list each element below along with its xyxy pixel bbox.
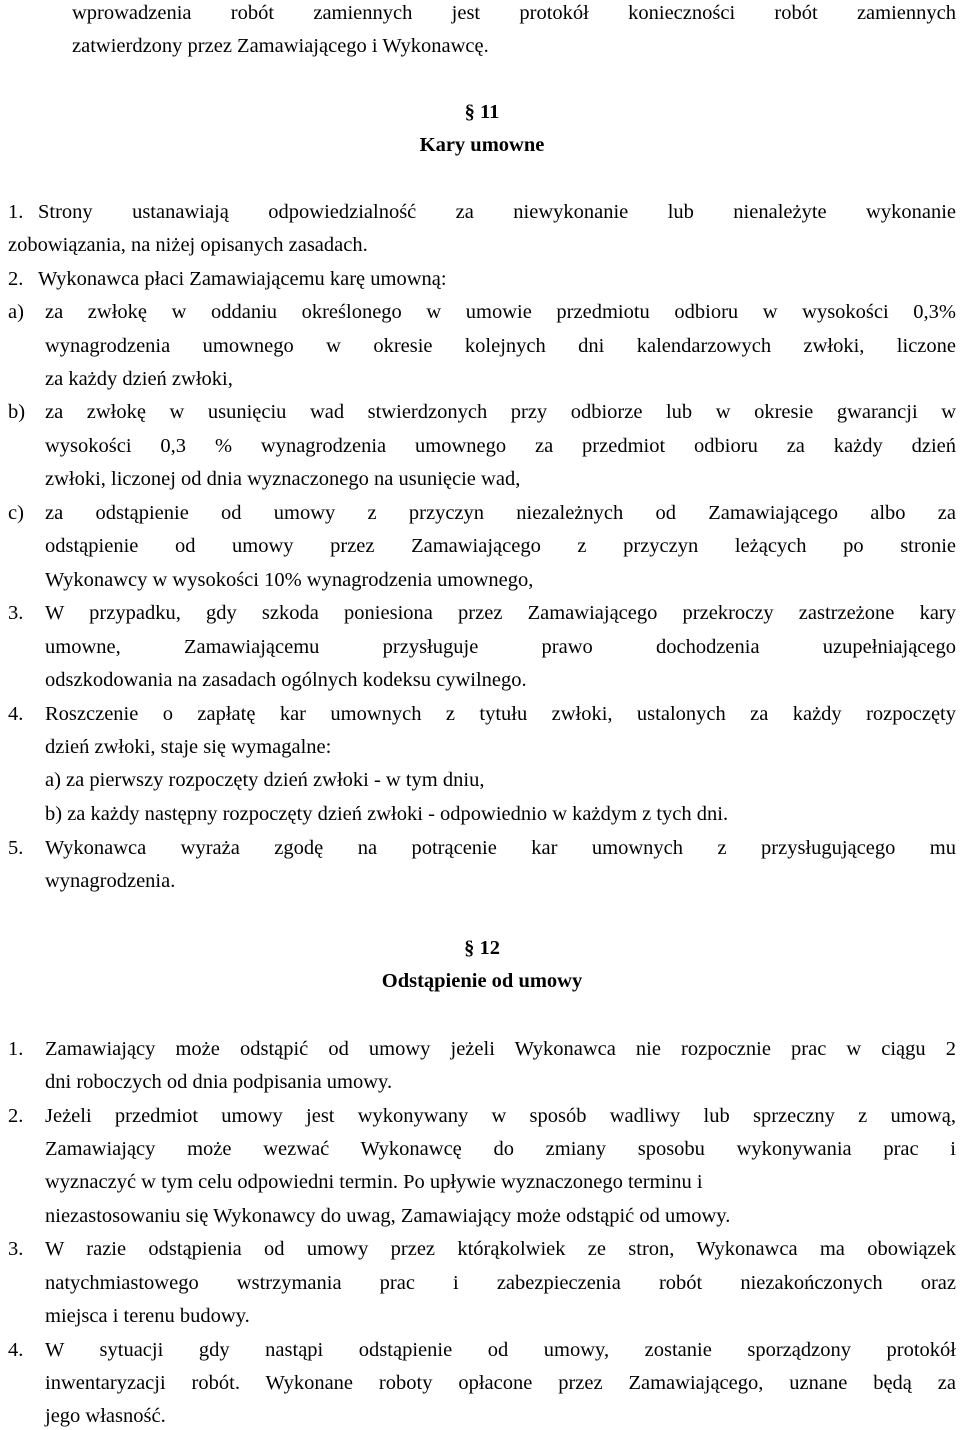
s12-p3-line-2: natychmiastowego wstrzymania prac i zabezpieczenia robót niezakończonych oraz	[45, 1272, 956, 1294]
s12-p1-line-2: dni roboczych od dnia podpisania umowy.	[45, 1071, 393, 1093]
s11-p2-line-1: Wykonawca płaci Zamawiającemu karę umowną:	[38, 268, 447, 290]
s11-a-label: a)	[8, 301, 24, 323]
s11-a-line-2: wynagrodzenia umownego w okresie kolejnych dni kalendarzowych zwłoki, liczone	[45, 335, 956, 357]
intro-line-1: wprowadzenia robót zamiennych jest protokół konieczności robót zamiennych	[72, 2, 956, 24]
s11-p4-line-1: Roszczenie o zapłatę kar umownych z tytułu zwłoki, ustalonych za każdy rozpoczęty	[45, 703, 956, 725]
s12-p3-line-3: miejsca i terenu budowy.	[45, 1305, 250, 1327]
s12-p4-line-1: W sytuacji gdy nastąpi odstąpienie od umowy, zostanie sporządzony protokół	[45, 1339, 956, 1361]
s11-p3-line-2: umowne, Zamawiającemu przysługuje prawo dochodzenia uzupełniającego	[45, 636, 956, 658]
intro-line-2: zatwierdzony przez Zamawiającego i Wykonawcę.	[72, 35, 489, 57]
s12-p1-line-1: Zamawiający może odstąpić od umowy jeżeli Wykonawca nie rozpocznie prac w ciągu 2	[45, 1038, 956, 1060]
s11-a-line-1: za zwłokę w oddaniu określonego w umowie przedmiotu odbioru w wysokości 0,3%	[45, 301, 956, 323]
s12-p4-number: 4.	[8, 1339, 24, 1361]
s11-p1-line-1: Strony ustanawiają odpowiedzialność za niewykonanie lub nienależyte wykonanie	[38, 201, 956, 223]
s12-p1-number: 1.	[8, 1038, 24, 1060]
s12-p2-number: 2.	[8, 1105, 24, 1127]
s12-p4-line-3: jego własność.	[45, 1405, 166, 1427]
s12-p2-line-1: Jeżeli przedmiot umowy jest wykonywany w sposób wadliwy lub sprzeczny z umową,	[45, 1105, 956, 1127]
s11-p3-line-3: odszkodowania na zasadach ogólnych kodeksu cywilnego.	[45, 669, 527, 691]
s11-a-line-3: za każdy dzień zwłoki,	[45, 368, 233, 390]
s11-p5-number: 5.	[8, 837, 24, 859]
s12-p2-line-3: wyznaczyć w tym celu odpowiedni termin. Po upływie wyznaczonego terminu i	[45, 1171, 703, 1193]
s12-p4-line-2: inwentaryzacji robót. Wykonane roboty opłacone przez Zamawiającego, uznane będą za	[45, 1372, 956, 1394]
s11-b-line-3: zwłoki, liczonej od dnia wyznaczonego na usunięcie wad,	[45, 468, 521, 490]
s11-c-label: c)	[8, 502, 24, 524]
s12-p3-line-1: W razie odstąpienia od umowy przez którąkolwiek ze stron, Wykonawca ma obowiązek	[45, 1238, 956, 1260]
section-12-number: § 12	[464, 937, 500, 959]
s11-p3-line-1: W przypadku, gdy szkoda poniesiona przez Zamawiającego przekroczy zastrzeżone kary	[45, 602, 956, 624]
s11-p4-item-b: b) za każdy następny rozpoczęty dzień zwłoki - odpowiednio w każdym z tych dni.	[45, 803, 729, 825]
s11-p4-line-2: dzień zwłoki, staje się wymagalne:	[45, 736, 332, 758]
s11-c-line-2: odstąpienie od umowy przez Zamawiającego z przyczyn leżących po stronie	[45, 535, 956, 557]
s11-b-label: b)	[8, 401, 26, 423]
s11-c-line-3: Wykonawcy w wysokości 10% wynagrodzenia umownego,	[45, 569, 534, 591]
section-11-number: § 11	[464, 101, 500, 123]
section-11-title: Kary umowne	[419, 134, 545, 156]
s11-p5-line-2: wynagrodzenia.	[45, 870, 176, 892]
s11-b-line-1: za zwłokę w usunięciu wad stwierdzonych przy odbiorze lub w okresie gwarancji w	[45, 401, 956, 423]
s11-b-line-2: wysokości 0,3 % wynagrodzenia umownego za przedmiot odbioru za każdy dzień	[45, 435, 956, 457]
s11-p4-item-a: a) za pierwszy rozpoczęty dzień zwłoki - w tym dniu,	[45, 769, 485, 791]
s12-p3-number: 3.	[8, 1238, 24, 1260]
s12-p2-line-4: niezastosowaniu się Wykonawcy do uwag, Zamawiający może odstąpić od umowy.	[45, 1205, 731, 1227]
s11-p3-number: 3.	[8, 602, 24, 624]
s11-p2-number: 2.	[8, 268, 24, 290]
s11-p4-number: 4.	[8, 703, 24, 725]
s11-c-line-1: za odstąpienie od umowy z przyczyn niezależnych od Zamawiającego albo za	[45, 502, 956, 524]
s11-p5-line-1: Wykonawca wyraża zgodę na potrącenie kar umownych z przysługującego mu	[45, 837, 956, 859]
s11-p1-line-2: zobowiązania, na niżej opisanych zasadach.	[8, 234, 368, 256]
section-12-title: Odstąpienie od umowy	[381, 970, 583, 992]
s11-p1-number: 1.	[8, 201, 24, 223]
s12-p2-line-2: Zamawiający może wezwać Wykonawcę do zmiany sposobu wykonywania prac i	[45, 1138, 956, 1160]
